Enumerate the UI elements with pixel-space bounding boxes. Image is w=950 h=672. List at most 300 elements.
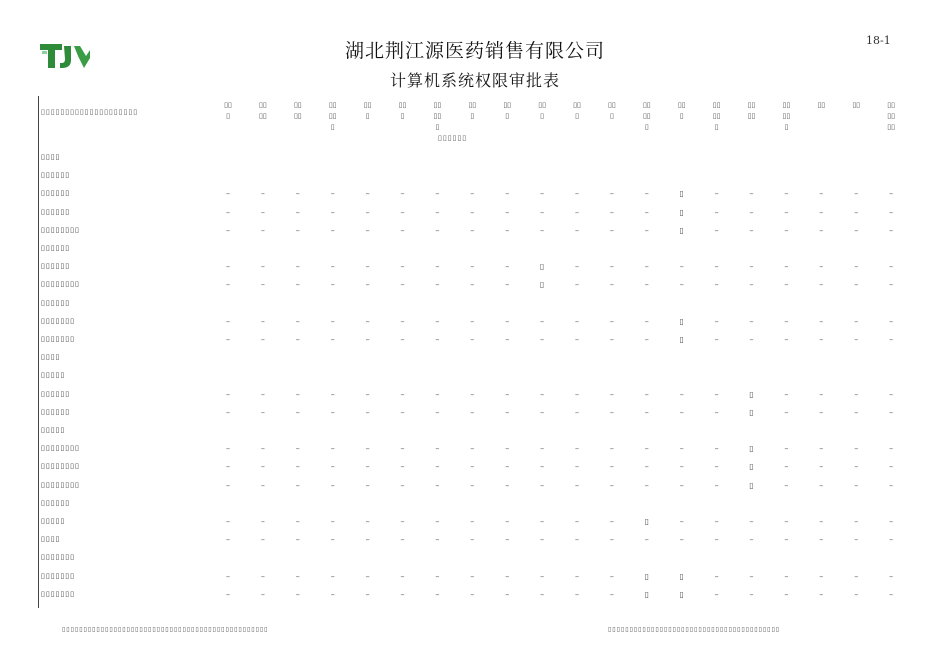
cell-dash: –: [260, 517, 265, 526]
cell-dash: –: [644, 462, 649, 472]
cell-dash: –: [889, 316, 894, 326]
cell-dash: –: [644, 335, 649, 344]
cell-dash: –: [784, 407, 789, 417]
cell-dash: –: [540, 407, 545, 417]
cell-dash: –: [435, 462, 440, 472]
cell-dash: –: [609, 207, 614, 217]
cell-dash: –: [226, 225, 230, 235]
table-row: [0, 479, 950, 497]
cell-dash: –: [505, 462, 510, 472]
cell-dash: –: [435, 316, 440, 326]
cell-dash: –: [400, 207, 405, 217]
column-header: ▯▯ ▯: [538, 101, 546, 120]
table-row: [0, 333, 950, 351]
row-label: ▯▯▯▯▯▯▯▯: [41, 280, 80, 289]
cell-dash: –: [505, 316, 510, 326]
column-header: ▯▯ ▯▯ ▯: [782, 101, 791, 131]
cell-dash: –: [435, 280, 440, 290]
cell-dash: –: [400, 316, 405, 326]
cell-dash: –: [295, 444, 300, 454]
cell-dash: –: [435, 189, 440, 199]
cell-dash: –: [749, 262, 754, 272]
table-row: [0, 442, 950, 460]
cell-dash: –: [819, 389, 824, 399]
cell-dash: –: [260, 571, 265, 581]
table-row: [0, 224, 950, 242]
cell-dash: –: [330, 444, 335, 454]
row-label: ▯▯▯▯▯: [41, 426, 66, 434]
cell-dash: –: [260, 189, 265, 199]
cell-dash: –: [470, 517, 475, 526]
cell-dash: –: [784, 444, 789, 454]
row-label: ▯▯▯▯▯▯: [41, 171, 71, 180]
cell-dash: –: [260, 316, 265, 326]
cell-dash: –: [819, 480, 824, 490]
cell-dash: –: [819, 589, 824, 599]
cell-dash: –: [470, 225, 475, 235]
row-label: ▯▯▯▯▯▯▯▯: [41, 444, 80, 453]
cell-checkbox: ▯: [539, 280, 545, 290]
cell-dash: –: [784, 225, 789, 235]
cell-dash: –: [819, 207, 824, 217]
cell-dash: –: [784, 262, 789, 272]
cell-dash: –: [295, 389, 300, 399]
cell-dash: –: [575, 571, 579, 581]
cell-dash: –: [679, 389, 684, 399]
row-label: ▯▯▯▯▯▯▯: [41, 316, 75, 325]
cell-dash: –: [889, 207, 894, 217]
cell-dash: –: [260, 335, 265, 344]
cell-dash: –: [295, 335, 300, 344]
table-row: [0, 351, 950, 369]
table-row: [0, 315, 950, 333]
cell-dash: –: [889, 335, 894, 344]
cell-dash: –: [260, 389, 265, 399]
cell-dash: –: [505, 280, 510, 290]
cell-dash: –: [784, 335, 789, 344]
cell-dash: –: [505, 535, 510, 545]
row-label: ▯▯▯▯▯▯▯: [41, 571, 75, 580]
cell-dash: –: [644, 262, 649, 272]
cell-checkbox: ▯: [679, 225, 684, 235]
cell-dash: –: [819, 517, 824, 526]
row-label: ▯▯▯▯▯: [41, 371, 66, 380]
table-row: [0, 169, 950, 187]
cell-dash: –: [330, 189, 335, 199]
cell-dash: –: [575, 262, 579, 272]
cell-dash: –: [889, 589, 894, 599]
cell-dash: –: [470, 189, 475, 199]
row-label: ▯▯▯▯▯▯▯▯: [41, 462, 80, 471]
cell-dash: –: [575, 535, 579, 545]
cell-dash: –: [575, 280, 579, 290]
cell-dash: –: [295, 589, 300, 599]
column-header: ▯▯ ▯▯: [747, 101, 756, 120]
table-row: [0, 406, 950, 424]
cell-dash: –: [260, 225, 265, 235]
row-label: ▯▯▯▯▯▯: [41, 189, 71, 198]
cell-dash: –: [819, 535, 824, 545]
cell-dash: –: [470, 389, 475, 399]
cell-dash: –: [540, 517, 545, 526]
column-header: ▯▯ ▯: [503, 101, 512, 120]
table-row: [0, 187, 950, 205]
cell-dash: –: [644, 535, 649, 545]
table-row: [0, 151, 950, 169]
cell-dash: –: [295, 571, 300, 581]
table-row: [0, 515, 950, 533]
row-label: ▯▯▯▯: [41, 535, 61, 544]
cell-dash: –: [435, 517, 440, 526]
cell-dash: –: [889, 407, 894, 417]
cell-dash: –: [470, 262, 475, 272]
cell-dash: –: [609, 480, 614, 490]
page-number: 18-1: [866, 34, 891, 47]
table-row: [0, 297, 950, 315]
cell-dash: –: [749, 571, 754, 581]
cell-dash: –: [889, 225, 894, 235]
cell-dash: –: [400, 517, 405, 526]
cell-dash: –: [295, 480, 300, 490]
cell-dash: –: [365, 589, 370, 599]
cell-dash: –: [609, 316, 614, 326]
cell-dash: –: [330, 207, 335, 217]
cell-dash: –: [400, 262, 405, 272]
cell-dash: –: [470, 571, 475, 581]
cell-checkbox: ▯: [679, 571, 684, 581]
cell-dash: –: [365, 316, 370, 326]
row-label: ▯▯▯▯: [41, 153, 61, 161]
cell-dash: –: [714, 280, 719, 290]
cell-dash: –: [714, 480, 719, 490]
column-subheader: ▯▯▯▯▯▯: [438, 134, 468, 142]
cell-dash: –: [226, 462, 230, 472]
cell-dash: –: [330, 335, 335, 344]
cell-dash: –: [854, 207, 859, 217]
cell-dash: –: [400, 589, 405, 599]
cell-dash: –: [226, 189, 230, 199]
cell-dash: –: [435, 535, 440, 545]
cell-dash: –: [400, 407, 405, 417]
cell-dash: –: [295, 280, 300, 290]
logo-text: TJ: [40, 42, 42, 43]
cell-dash: –: [819, 571, 824, 581]
row-label: ▯▯▯▯▯▯: [41, 498, 71, 507]
cell-dash: –: [679, 262, 684, 272]
cell-dash: –: [435, 589, 440, 599]
cell-dash: –: [330, 517, 335, 526]
cell-dash: –: [854, 571, 859, 581]
cell-dash: –: [365, 571, 370, 581]
cell-checkbox: ▯: [679, 589, 684, 599]
cell-dash: –: [435, 207, 440, 217]
cell-dash: –: [819, 462, 824, 472]
cell-dash: –: [644, 280, 649, 290]
cell-dash: –: [609, 571, 614, 581]
cell-dash: –: [226, 535, 230, 545]
cell-dash: –: [295, 462, 300, 472]
cell-dash: –: [365, 207, 370, 217]
cell-dash: –: [749, 225, 754, 235]
cell-dash: –: [714, 189, 719, 199]
cell-dash: –: [226, 571, 230, 581]
column-header: ▯▯: [852, 101, 861, 109]
cell-dash: –: [575, 207, 579, 217]
cell-dash: –: [889, 480, 894, 490]
row-label: ▯▯▯▯▯▯: [41, 407, 71, 416]
cell-checkbox: ▯: [679, 207, 684, 217]
cell-dash: –: [889, 517, 894, 526]
table-row: [0, 588, 950, 606]
cell-dash: –: [226, 335, 230, 344]
cell-dash: –: [644, 207, 649, 217]
cell-dash: –: [365, 517, 370, 526]
table-row: [0, 206, 950, 224]
cell-dash: –: [400, 444, 405, 454]
cell-dash: –: [330, 316, 335, 326]
cell-dash: –: [609, 535, 614, 545]
cell-dash: –: [819, 407, 824, 417]
cell-dash: –: [679, 517, 684, 526]
cell-dash: –: [505, 207, 510, 217]
cell-dash: –: [714, 535, 719, 545]
cell-dash: –: [365, 462, 370, 472]
cell-dash: –: [889, 535, 894, 545]
cell-dash: –: [470, 335, 475, 344]
table-row: [0, 551, 950, 569]
column-header: ▯▯ ▯▯: [293, 101, 302, 120]
cell-dash: –: [609, 335, 614, 344]
cell-dash: –: [330, 480, 335, 490]
cell-dash: –: [854, 189, 859, 199]
cell-dash: –: [470, 280, 475, 290]
cell-dash: –: [400, 389, 405, 399]
cell-dash: –: [644, 225, 649, 235]
cell-dash: –: [784, 571, 789, 581]
cell-dash: –: [226, 444, 230, 454]
cell-dash: –: [435, 444, 440, 454]
cell-dash: –: [435, 389, 440, 399]
cell-dash: –: [575, 225, 579, 235]
cell-dash: –: [505, 225, 510, 235]
table-row: [0, 424, 950, 442]
cell-dash: –: [540, 207, 545, 217]
cell-dash: –: [330, 225, 335, 235]
cell-dash: –: [400, 280, 405, 290]
cell-dash: –: [644, 480, 649, 490]
cell-dash: –: [365, 335, 370, 344]
cell-dash: –: [889, 462, 894, 472]
cell-dash: –: [226, 517, 230, 526]
cell-dash: –: [540, 389, 545, 399]
cell-dash: –: [260, 262, 265, 272]
cell-dash: –: [505, 444, 510, 454]
cell-checkbox: ▯: [644, 517, 649, 526]
cell-dash: –: [365, 225, 370, 235]
cell-dash: –: [854, 262, 859, 272]
cell-dash: –: [889, 189, 894, 199]
cell-dash: –: [505, 407, 510, 417]
cell-dash: –: [575, 389, 579, 399]
cell-dash: –: [295, 225, 300, 235]
cell-dash: –: [505, 389, 510, 399]
company-title: 湖北荆江源医药销售有限公司: [344, 40, 605, 62]
cell-dash: –: [714, 407, 719, 417]
cell-dash: –: [609, 280, 614, 290]
cell-dash: –: [575, 480, 579, 490]
row-label: ▯▯▯▯▯▯▯▯: [41, 225, 80, 234]
column-header: ▯▯ ▯: [468, 101, 477, 120]
cell-dash: –: [819, 335, 824, 344]
cell-dash: –: [609, 589, 614, 599]
cell-dash: –: [854, 389, 859, 399]
cell-dash: –: [679, 535, 684, 545]
cell-dash: –: [889, 444, 894, 454]
cell-dash: –: [400, 335, 405, 344]
cell-dash: –: [575, 517, 579, 526]
cell-dash: –: [505, 480, 510, 490]
cell-dash: –: [505, 517, 510, 526]
row-label: ▯▯▯▯▯▯: [41, 207, 71, 216]
cell-dash: –: [226, 280, 230, 290]
cell-dash: –: [609, 407, 614, 417]
cell-dash: –: [575, 589, 579, 599]
cell-dash: –: [260, 444, 265, 454]
cell-dash: –: [714, 389, 719, 399]
cell-dash: –: [505, 189, 510, 199]
cell-dash: –: [260, 207, 265, 217]
table-header-label: ▯▯▯▯▯▯▯▯▯▯▯▯▯▯▯▯▯▯▯▯: [41, 108, 139, 116]
cell-dash: –: [435, 571, 440, 581]
cell-dash: –: [609, 225, 614, 235]
cell-dash: –: [714, 589, 719, 599]
column-header: ▯▯ ▯: [608, 101, 616, 120]
cell-dash: –: [260, 480, 265, 490]
table-row: [0, 278, 950, 296]
cell-dash: –: [784, 535, 789, 545]
cell-dash: –: [540, 335, 545, 344]
cell-dash: –: [260, 280, 265, 290]
cell-dash: –: [505, 571, 510, 581]
cell-dash: –: [889, 280, 894, 290]
cell-dash: –: [784, 480, 789, 490]
cell-dash: –: [575, 444, 579, 454]
cell-dash: –: [854, 480, 859, 490]
column-header: ▯▯ ▯: [224, 101, 232, 120]
cell-dash: –: [854, 280, 859, 290]
cell-dash: –: [330, 535, 335, 545]
cell-dash: –: [435, 480, 440, 490]
form-title: 计算机系统权限审批表: [389, 71, 560, 90]
cell-dash: –: [505, 262, 510, 272]
cell-dash: –: [749, 535, 754, 545]
cell-dash: –: [260, 462, 265, 472]
cell-dash: –: [540, 225, 545, 235]
cell-dash: –: [714, 444, 719, 454]
cell-dash: –: [714, 225, 719, 235]
cell-dash: –: [330, 589, 335, 599]
column-header: ▯▯ ▯▯ ▯▯: [887, 101, 895, 131]
cell-dash: –: [889, 571, 894, 581]
cell-dash: –: [365, 280, 370, 290]
row-label: ▯▯▯▯▯▯▯: [41, 589, 75, 598]
row-label: ▯▯▯▯▯: [41, 517, 66, 525]
cell-dash: –: [330, 262, 335, 272]
cell-dash: –: [854, 535, 859, 545]
cell-dash: –: [854, 517, 859, 526]
cell-dash: –: [470, 480, 475, 490]
row-label: ▯▯▯▯▯▯: [41, 262, 71, 271]
cell-dash: –: [854, 462, 859, 472]
row-label: ▯▯▯▯▯▯▯▯: [41, 480, 80, 489]
cell-dash: –: [470, 535, 475, 545]
cell-dash: –: [575, 407, 579, 417]
cell-dash: –: [365, 407, 370, 417]
cell-dash: –: [295, 535, 300, 545]
cell-dash: –: [609, 262, 614, 272]
cell-dash: –: [749, 589, 754, 599]
cell-dash: –: [819, 225, 824, 235]
cell-dash: –: [609, 462, 614, 472]
cell-dash: –: [575, 316, 579, 326]
cell-dash: –: [644, 407, 649, 417]
cell-dash: –: [854, 335, 859, 344]
cell-dash: –: [365, 480, 370, 490]
cell-dash: –: [889, 389, 894, 399]
cell-dash: –: [714, 571, 719, 581]
cell-dash: –: [784, 280, 789, 290]
cell-dash: –: [819, 262, 824, 272]
cell-dash: –: [226, 480, 230, 490]
cell-dash: –: [854, 225, 859, 235]
cell-dash: –: [784, 589, 789, 599]
cell-checkbox: ▯: [749, 389, 754, 399]
cell-dash: –: [295, 189, 300, 199]
cell-dash: –: [819, 189, 824, 199]
cell-dash: –: [435, 407, 440, 417]
column-header: ▯▯ ▯: [398, 101, 407, 120]
table-row: [0, 497, 950, 515]
cell-dash: –: [260, 407, 265, 417]
cell-dash: –: [714, 462, 719, 472]
cell-dash: –: [714, 316, 719, 326]
column-header: ▯▯ ▯: [363, 101, 372, 120]
cell-dash: –: [540, 589, 545, 599]
cell-dash: –: [714, 335, 719, 344]
cell-dash: –: [854, 589, 859, 599]
cell-dash: –: [644, 389, 649, 399]
cell-dash: –: [609, 389, 614, 399]
cell-dash: –: [226, 407, 230, 417]
cell-dash: –: [609, 517, 614, 526]
cell-dash: –: [644, 189, 649, 199]
cell-dash: –: [575, 462, 579, 472]
cell-dash: –: [330, 407, 335, 417]
cell-dash: –: [679, 407, 684, 417]
cell-dash: –: [400, 535, 405, 545]
cell-dash: –: [644, 444, 649, 454]
cell-dash: –: [295, 517, 300, 526]
cell-dash: –: [679, 480, 684, 490]
cell-checkbox: ▯: [749, 462, 754, 472]
cell-dash: –: [854, 316, 859, 326]
column-header: ▯▯ ▯: [677, 101, 686, 120]
cell-dash: –: [540, 316, 545, 326]
cell-dash: –: [330, 389, 335, 399]
cell-dash: –: [575, 189, 579, 199]
column-header: ▯▯ ▯▯ ▯: [328, 101, 337, 131]
cell-dash: –: [819, 280, 824, 290]
